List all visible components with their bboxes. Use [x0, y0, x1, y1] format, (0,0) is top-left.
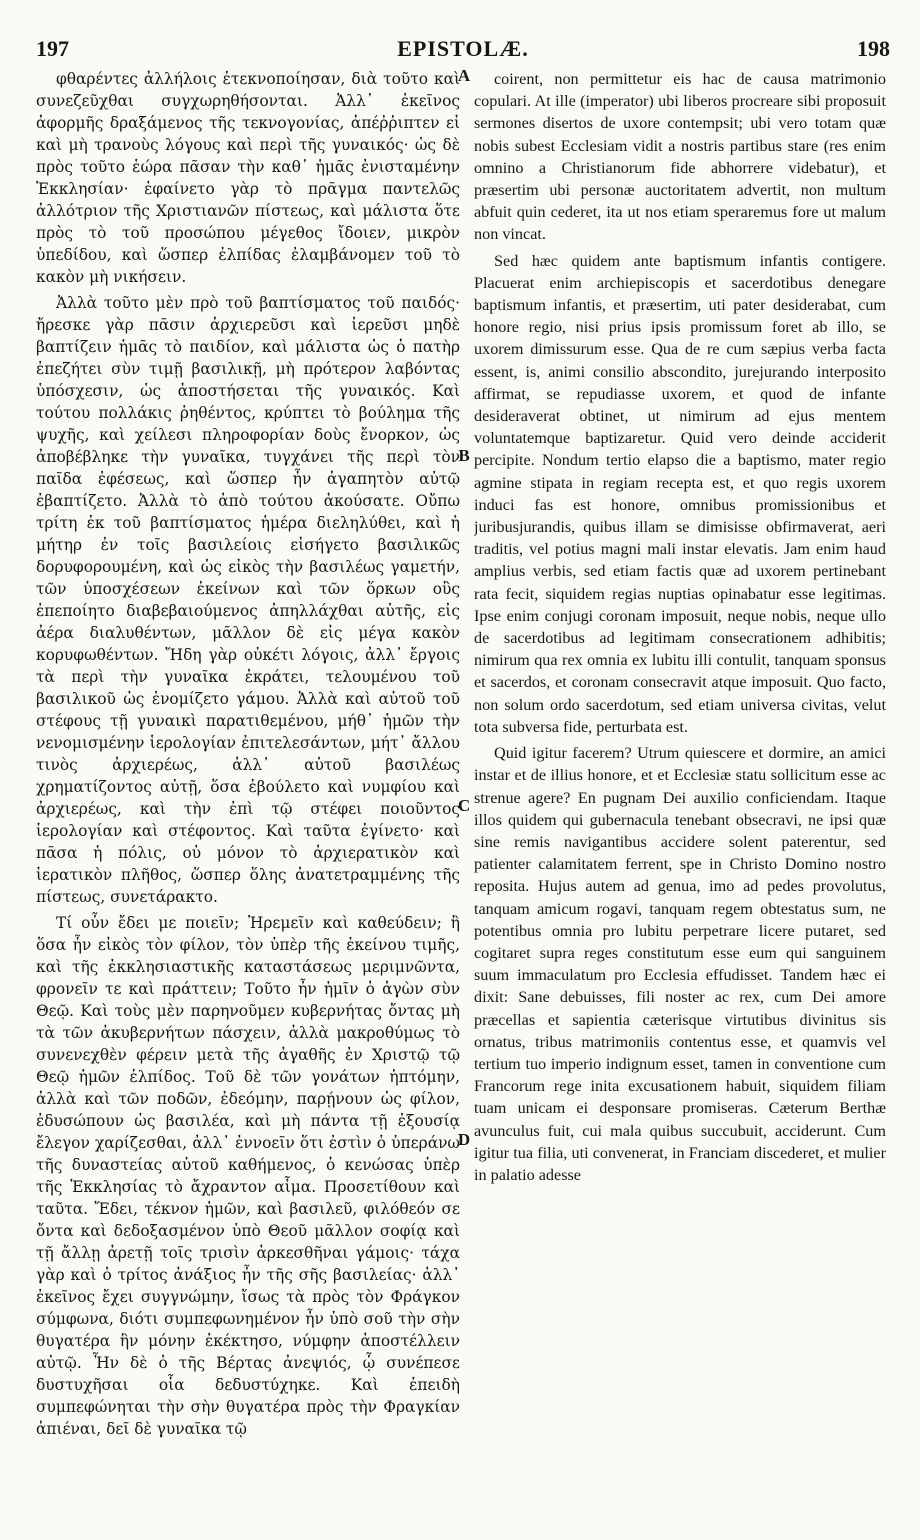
margin-marker-d: D — [457, 1130, 471, 1149]
running-title: EPISTOLÆ. — [397, 36, 529, 61]
greek-paragraph-1: φθαρέντες ἀλλήλοις ἐτεκνοποίησαν, διὰ τοῦτο καὶ συνεζεῦχθαι συγχωρηθήσονται. Ἀλλ᾽ ἐκεῖνος ἀφορμῆς δραξάμενος τῆς τεκνογονίας, ἀπέῤῥιπτεν εἰ καὶ μὴ τρανοὺς λόγους καὶ περὶ τῆς γυναικός· ὡς δὲ πρὸς τοῦτο ἑώρα πᾶσαν τὴν καθ᾽ ἡμᾶς ἐνισταμένην Ἐκκλησίαν· ἐφαίνετο γὰρ τὸ πρᾶγμα παντελῶς ἀλλότριον τῆς Χριστιανῶν πίστεως, καὶ μάλιστα ὅτε πρὸς τὸ τοῦ προσώπου μέγεθος ἴδοιεν, μικρὸν ὑπεδίδου, καὶ ὥσπερ ἐλπίδας ἐλαμβάνομεν τοῦ τὸ κακὸν μὴ νικήσειν. — [36, 70, 460, 286]
latin-paragraph-1: coirent, non permittetur eis hac de causa matrimonio copulari. At ille (imperator) ubi liberos procreare sibi proposuit sermones disertos de uxore contempsit; ubi vero totam quæ nobis subest Ecclesiam vidit a nostris partibus stare (res enim omnino a Christianorum fide abhorrere videbatur), et præsertim ubi personæ auctoritatem advertit, non multum abfuit quin cederet, ita ut nos etiam speraremus fore ut malum non vincat. — [474, 70, 886, 244]
greek-paragraph-3: Τί οὖν ἔδει με ποιεῖν; Ἠρεμεῖν καὶ καθεύδειν; ἢ ὅσα ἦν εἰκὸς τὸν φίλον, τὸν ὑπὲρ τῆς ἐκείνου τιμῆς, καὶ τῆς ἐκκλησιαστικῆς καταστάσεως μεριμνῶντα, φρονεῖν τε καὶ πράττειν; Τοῦτο ἦν ἡμῖν ὁ ἀγὼν σὺν Θεῷ. Καὶ τοὺς μὲν παρηνοῦμεν κυβερνήτας ὄντας μὴ τὰ τῶν ἀκυβερνήτων πάσχειν, ἀλλὰ μακροθύμως τὸ συνενεχθὲν φέρειν μετὰ τῆς ἀγαθῆς ἐν Χριστῷ τῷ Θεῷ ἡμῶν ἐλπίδος. Τοῦ δὲ τῶν γονάτων ἡπτόμην, ἀλλὰ καὶ τῶν ποδῶν, ἐδεόμην, παρῄνουν ὡς φίλον, ἐδυσώπουν ὡς βασιλέα, καὶ μὴ πάντα τῇ ἐξουσίᾳ ἔλεγον χαρίζεσθαι, ἀλλ᾽ ἐννοεῖν ὅτι ἐστὶν ὁ ὑπεράνω τῆς δυναστείας αὐτοῦ καθήμενος, ὁ κενώσας ὑπὲρ τῆς Ἐκκλησίας τὸ ἄχραντον αἷμα. Προσετίθουν καὶ ταῦτα. Ἔδει, τέκνον ἡμῶν, καὶ βασιλεῦ, φιλόθεόν σε ὄντα καὶ δεδοξασμένον ὑπὸ Θεοῦ μᾶλλον σοφίᾳ καὶ τῇ ἄλλῃ ἀρετῇ τοῖς τρισὶν ἀρκεσθῆναι γάμοις· τάχα γὰρ καὶ ὁ τρίτος ἀνάξιος ἦν τῆς σῆς βασιλείας· ἀλλ᾽ ἐκεῖνος ἔχει συγγνώμην, ἴσως τὰ πρὸς τὸν Φράγκον σύμφωνα, διότι συμπεφωνημένον ἦν ὑπὸ σοῦ τὴν σὴν θυγατέρα ἣν μόνην ἐκέκτησο, νύμφην ἀποστέλλειν αὐτῷ. Ἦν δὲ ὁ τῆς Βέρτας ἀνεψιός, ᾧ συνέπεσε δυστυχῆσαι οἷα δεδυστύχηκε. Καὶ ἐπειδὴ συμπεφώνηται τὴν σὴν θυγατέρα πρὸς τὴν Φραγκίαν ἀπιέναι, δεῖ δὲ γυναῖκα τῷ — [36, 914, 460, 1438]
left-page-number: 197 — [36, 36, 69, 61]
margin-marker-a: A — [457, 66, 471, 85]
margin-marker-c: C — [457, 796, 471, 815]
running-header — [36, 34, 890, 64]
greek-paragraph-2: Ἀλλὰ τοῦτο μὲν πρὸ τοῦ βαπτίσματος τοῦ παιδός· ἤρεσκε γὰρ πᾶσιν ἀρχιερεῦσι καὶ ἱερεῦσι μηδὲ βαπτίζειν ἡμᾶς τὸ παιδίον, καὶ μάλιστα ὡς ὁ πατὴρ ἐπεζήτει σὺν τιμῇ βασιλικῇ, μὴ πρότερον λαβόντας ὑπόσχεσιν, ὡς ἀποστήσεται τῆς γυναικός. Καὶ τούτου πολλάκις ῥηθέντος, κρύπτει τὸ βούλημα τῆς ψυχῆς, καὶ χείλεσι πληροφορίαν δοὺς ἔνορκον, ὡς ἀποβέβληκε τὴν γυναῖκα, τυγχάνει τῆς περὶ τὸν παῖδα ἐφέσεως, καὶ ὥσπερ ἦν ἀγαπητὸν αὐτῷ ἐβαπτίζετο. Ἀλλὰ τὸ ἀπὸ τούτου ἀκούσατε. Οὔπω τρίτη ἐκ τοῦ βαπτίσματος ἡμέρα διεληλύθει, καὶ ἡ μήτηρ ἐν τοῖς βασιλείοις εἰσήγετο βασιλικῶς δορυφορουμένη, καὶ ὡς εἰκὸς τὴν βασιλέως γαμετήν, τῶν ὑποσχέσεων ἐκείνων καὶ τῶν ὅρκων οὓς ἐπεποίητο διαβεβαιούμενος ἀπηλλάχθαι αὐτῆς, εἰς ἀέρα διαλυθέντων, μᾶλλον δὲ εἰς μέγα κακὸν κορυφωθέντων. Ἤδη γὰρ οὐκέτι λόγοις, ἀλλ᾽ ἔργοις τὰ περὶ τὴν γυναῖκα ἐκράτει, τελουμένου τοῦ βασιλικοῦ ὡς ἐνομίζετο γάμου. Ἀλλὰ καὶ αὐτοῦ τοῦ στέφους τῇ γυναικὶ παρατιθεμένου, μήθ᾽ ἡμῶν τὴν νενομισμένην ἱερολογίαν ἐπιτελεσάντων, μήτ᾽ ἄλλου τινὸς ἀρχιερέως, ἀλλ᾽ αὐτοῦ βασιλέως χρηματίζοντος αὐτῇ, ὅσα ἐβούλετο καὶ νυμφίου καὶ ἀρχιερέως, καὶ τὴν ἐπὶ τῷ στέφει ποιοῦντος ἱερολογίαν καὶ στέφοντος. Καὶ ταῦτα ἐγίνετο· καὶ πᾶσα ἡ πόλις, οὐ μόνον τὸ ἀρχιερατικὸν καὶ ἱερατικὸν πλῆθος, ὥσπερ ὅλης ἀνατετραμμένης τῆς πίστεως, συνετάρακτο. — [36, 294, 460, 906]
latin-paragraph-2: Sed hæc quidem ante baptismum infantis contigere. Placuerat enim archiepiscopis et sacerdotibus denegare baptismum infantis, et præsertim, uti pater desiderabat, cum honore regio, nisi prius ipsis promissum foret ab illo, se uxorem dimissurum esse. Qua de re cum sæpius verba facta essent, is, animi consilio abscondito, jurejurando interposito affirmat, se repudiasse uxorem, et quod de infante desideraverat obtinet, ut nimirum ad ejus mentem voluntatemque baptizaretur. Quid vero deinde acciderit percipite. Nondum tertio elapso die a baptismo, mater regio agmine stipata in regiam recepta est, et quo regis uxorem induci fas est honore, omnibus promissionibus et juribusjurandis, quibus illam se dimisisse obfirmaverat, aeri traditis, vel potius magni mali instar elevatis. Jam enim haud amplius verbis, sed etiam factis quæ ad uxorem pertinebant rata fecit, siquidem regias nuptias opinabatur esse legitimas. Ipse enim conjugi coronam imposuit, neque nobis, neque ullo de sacerdotibus ad legitimam consecrationem adhibitis; nimirum qua rex omnia ex lubitu illi contulit, tanquam sponsus et sacerdos, et coronam consecravit atque imposuit. Quo facto, non solum ordo sacerdotum, sed etiam universa civitas, velut tota subversa fide, perturbata est. — [474, 251, 886, 736]
right-page-number: 198 — [856, 36, 890, 61]
greek-text-column — [36, 68, 460, 1518]
latin-paragraph-3: Quid igitur facerem? Utrum quiescere et dormire, an amici instar et de illius honore, et et Ecclesiæ statu sollicitum esse ac strenue agere? En pugnam Dei auxilio conficiendam. Itaque illos quidem qui gubernacula tenebant obsecravi, ne ipsi quæ sine remis navigantibus accidere solent paterentur, sed patienter calamitatem ferrent, spe in Christo Domino nostro reposita. Hujus autem ad genua, imo ad pedes provolutus, tanquam amicum rogavi, tanquam regem obtestatus sum, ne potentibus omnia pro lubitu perpetrare licere putaret, sed cogitaret supra reges constitutum esse eum qui sanguinem suum immaculatum pro Ecclesia effudisset. Tandem hæc ei dixit: Sane debuisses, fili noster ac rex, cum Dei amore præcellas et sapientia cæterisque virtutibus divinitus sis ornatus, tribus matrimoniis contentus esse, et quamvis vel tertium tuo imperio indignum esset, tamen in conventione cum Francorum rege inita excusationem habuit, siquidem filiam tuam unicam ei desponsare promiseras. Cæterum Berthæ avunculus fuit, cui mala quibus succubuit, acciderunt. Cum igitur tua filia, uti convenerat, in Franciam discederet, et mulier in palatio adesse — [474, 744, 886, 1184]
latin-text-column — [474, 68, 886, 1518]
margin-marker-b: B — [458, 446, 470, 465]
